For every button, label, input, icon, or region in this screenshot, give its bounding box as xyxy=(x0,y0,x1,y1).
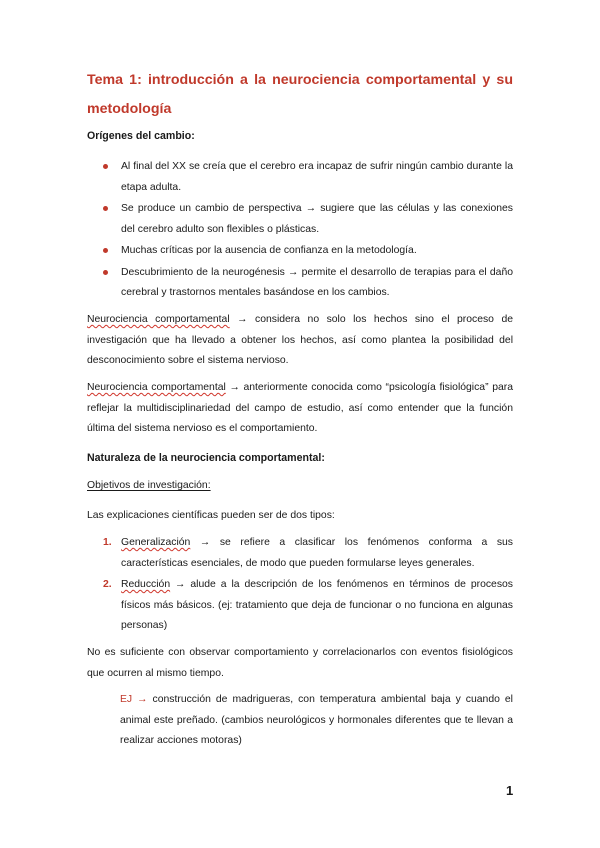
bullet-item: Muchas críticas por la ausencia de confianza en la metodología. xyxy=(103,241,513,262)
section-heading-nature: Naturaleza de la neurociencia comportamental: xyxy=(87,452,325,464)
definition-paragraph-2 xyxy=(87,378,513,440)
bullet-dot-icon xyxy=(103,164,108,169)
item-number: 1. xyxy=(103,537,112,548)
subheading-objectives: Objetivos de investigación: xyxy=(87,480,211,491)
bullet-item: Descubrimiento de la neurogénesis → permite el desarrollo de terapias para el daño cerebral y trastornos mentales basándose en los cambios. xyxy=(103,263,513,304)
document-title: Tema 1: introducción a la neurociencia comportamental y su metodología xyxy=(87,72,513,117)
bullet-item: Al final del XX se creía que el cerebro era incapaz de sufrir ningún cambio durante la etapa adulta. xyxy=(103,157,513,198)
item-text: → se refiere a clasificar los fenómenos conforma a sus características esenciales, de modo que pueden formularse leyes generales. xyxy=(121,537,513,569)
note-paragraph: No es suficiente con observar comportamiento y correlacionarlos con eventos fisiológicos que ocurren al mismo tiempo. xyxy=(87,647,513,679)
item-number: 2. xyxy=(103,579,112,590)
example-label: EJ → xyxy=(120,694,148,705)
example-paragraph xyxy=(120,690,513,752)
item-text: → alude a la descripción de los fenómenos en términos de procesos físicos más básicos. (ej: tratamiento que deja de funcionar o no funciona en algunas personas) xyxy=(121,579,513,631)
item-term: Reducción xyxy=(121,579,171,590)
bullet-dot-icon xyxy=(103,270,108,275)
item-term: Generalización xyxy=(121,537,191,548)
intro-paragraph: Las explicaciones científicas pueden ser de dos tipos: xyxy=(87,510,335,521)
example-text: construcción de madrigueras, con temperatura ambiental baja y cuando el animal este preñado. (cambios neurológicos y hormonales diferentes que te llevan a realizar acciones motoras) xyxy=(120,694,513,746)
definition-text: → considera no solo los hechos sino el proceso de investigación que ha llevado a obtener los hechos, así como plantea la posibilidad del desconocimiento sobre el sistema nervioso. xyxy=(87,314,513,366)
definition-text: → anteriormente conocida como “psicología fisiológica” para reflejar la multidisciplinariedad del campo de estudio, así como entender que la función última del sistema nervioso es el comportamiento. xyxy=(87,382,513,434)
page-number: 1 xyxy=(506,783,514,798)
definition-term: Neurociencia comportamental xyxy=(87,314,230,325)
definition-paragraph-1 xyxy=(87,310,513,372)
bullet-item: Se produce un cambio de perspectiva → sugiere que las células y las conexiones del cerebro adulto son flexibles o plásticas. xyxy=(103,199,513,240)
numbered-item xyxy=(103,533,513,574)
explanation-types-list xyxy=(103,533,513,638)
numbered-item xyxy=(103,575,513,637)
bullet-dot-icon xyxy=(103,248,108,253)
bullet-dot-icon xyxy=(103,206,108,211)
definition-term: Neurociencia comportamental xyxy=(87,382,226,393)
origins-bullet-list xyxy=(103,157,513,305)
section-heading-origins: Orígenes del cambio: xyxy=(87,130,195,142)
